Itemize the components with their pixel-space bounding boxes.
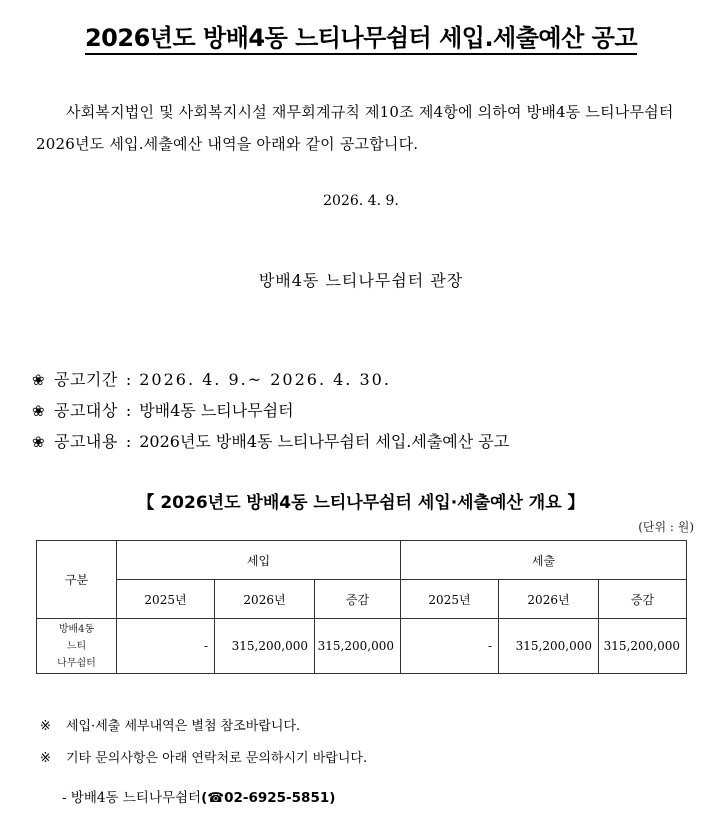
flower-bullet-icon: ❀ [32,402,45,420]
table-cell: 315,200,000 [315,619,401,674]
info-period [32,364,509,395]
table-cell: - [117,619,215,674]
info-value: 방배4동 느티나무쉼터 [139,401,294,420]
subheader-cell: 증감 [599,580,687,619]
table-cell: 315,200,000 [499,619,599,674]
row-label-line: 방배4동 [58,623,95,635]
row-label [37,619,117,674]
unit-label: (단위 : 원) [638,520,694,534]
announcement-info [32,364,509,457]
column-header-expense: 세출 [401,541,687,580]
subheader-cell: 증감 [315,580,401,619]
page-title [0,18,722,53]
intro-paragraph: 사회복지법인 및 사회복지시설 재무회계규칙 제10조 제4항에 의하여 방배4동 느티나무쉼터 2026년도 세입.세출예산 내역을 아래와 같이 공고합니다. [36,103,674,153]
info-label: 공고기간 [54,370,118,389]
contact-phone: (☎02-6925-5851) [201,790,336,806]
info-label: 공고내용 [54,432,118,451]
notes [40,714,367,778]
info-target [32,395,509,426]
row-label-line: 나무쉼터 [57,657,96,669]
subheader-cell: 2026년 [499,580,599,619]
table-cell: 315,200,000 [599,619,687,674]
table-title: 【 2026년도 방배4동 느티나무쉼터 세입·세출예산 개요 】 [137,493,585,513]
subheader-cell: 2025년 [117,580,215,619]
column-header-revenue: 세입 [117,541,401,580]
reference-mark-icon: ※ [40,719,51,734]
contact-line [62,786,335,806]
signature: 방배4동 느티나무쉼터 관장 [258,271,464,290]
subheader-cell: 2025년 [401,580,499,619]
note-item [40,746,367,778]
reference-mark-icon: ※ [40,751,51,766]
note-text: 기타 문의사항은 아래 연락처로 문의하시기 바랍니다. [66,751,368,766]
info-value: 2026년도 방배4동 느티나무쉼터 세입.세출예산 공고 [139,432,510,451]
flower-bullet-icon: ❀ [32,433,45,451]
page-title-text: 2026년도 방배4동 느티나무쉼터 세입.세출예산 공고 [85,24,637,55]
info-separator: : [125,370,132,389]
row-label-line: 느티 [66,640,87,652]
flower-bullet-icon: ❀ [32,371,45,389]
contact-prefix: - 방배4동 느티나무쉼터 [62,790,202,806]
note-item [40,714,367,746]
column-header-category: 구분 [37,541,117,619]
announcement-date: 2026. 4. 9. [323,193,399,209]
subheader-cell: 2026년 [215,580,315,619]
table-subheader-row [37,580,687,619]
table-cell: - [401,619,499,674]
info-separator: : [125,401,132,420]
table-cell: 315,200,000 [215,619,315,674]
info-value: 2026. 4. 9.~ 2026. 4. 30. [139,370,391,389]
budget-table [36,540,687,674]
table-row [37,619,687,674]
info-separator: : [125,432,132,451]
note-text: 세입·세출 세부내역은 별첨 참조바랍니다. [66,719,301,734]
table-header-row [37,541,687,580]
info-label: 공고대상 [54,401,118,420]
info-content [32,426,509,457]
